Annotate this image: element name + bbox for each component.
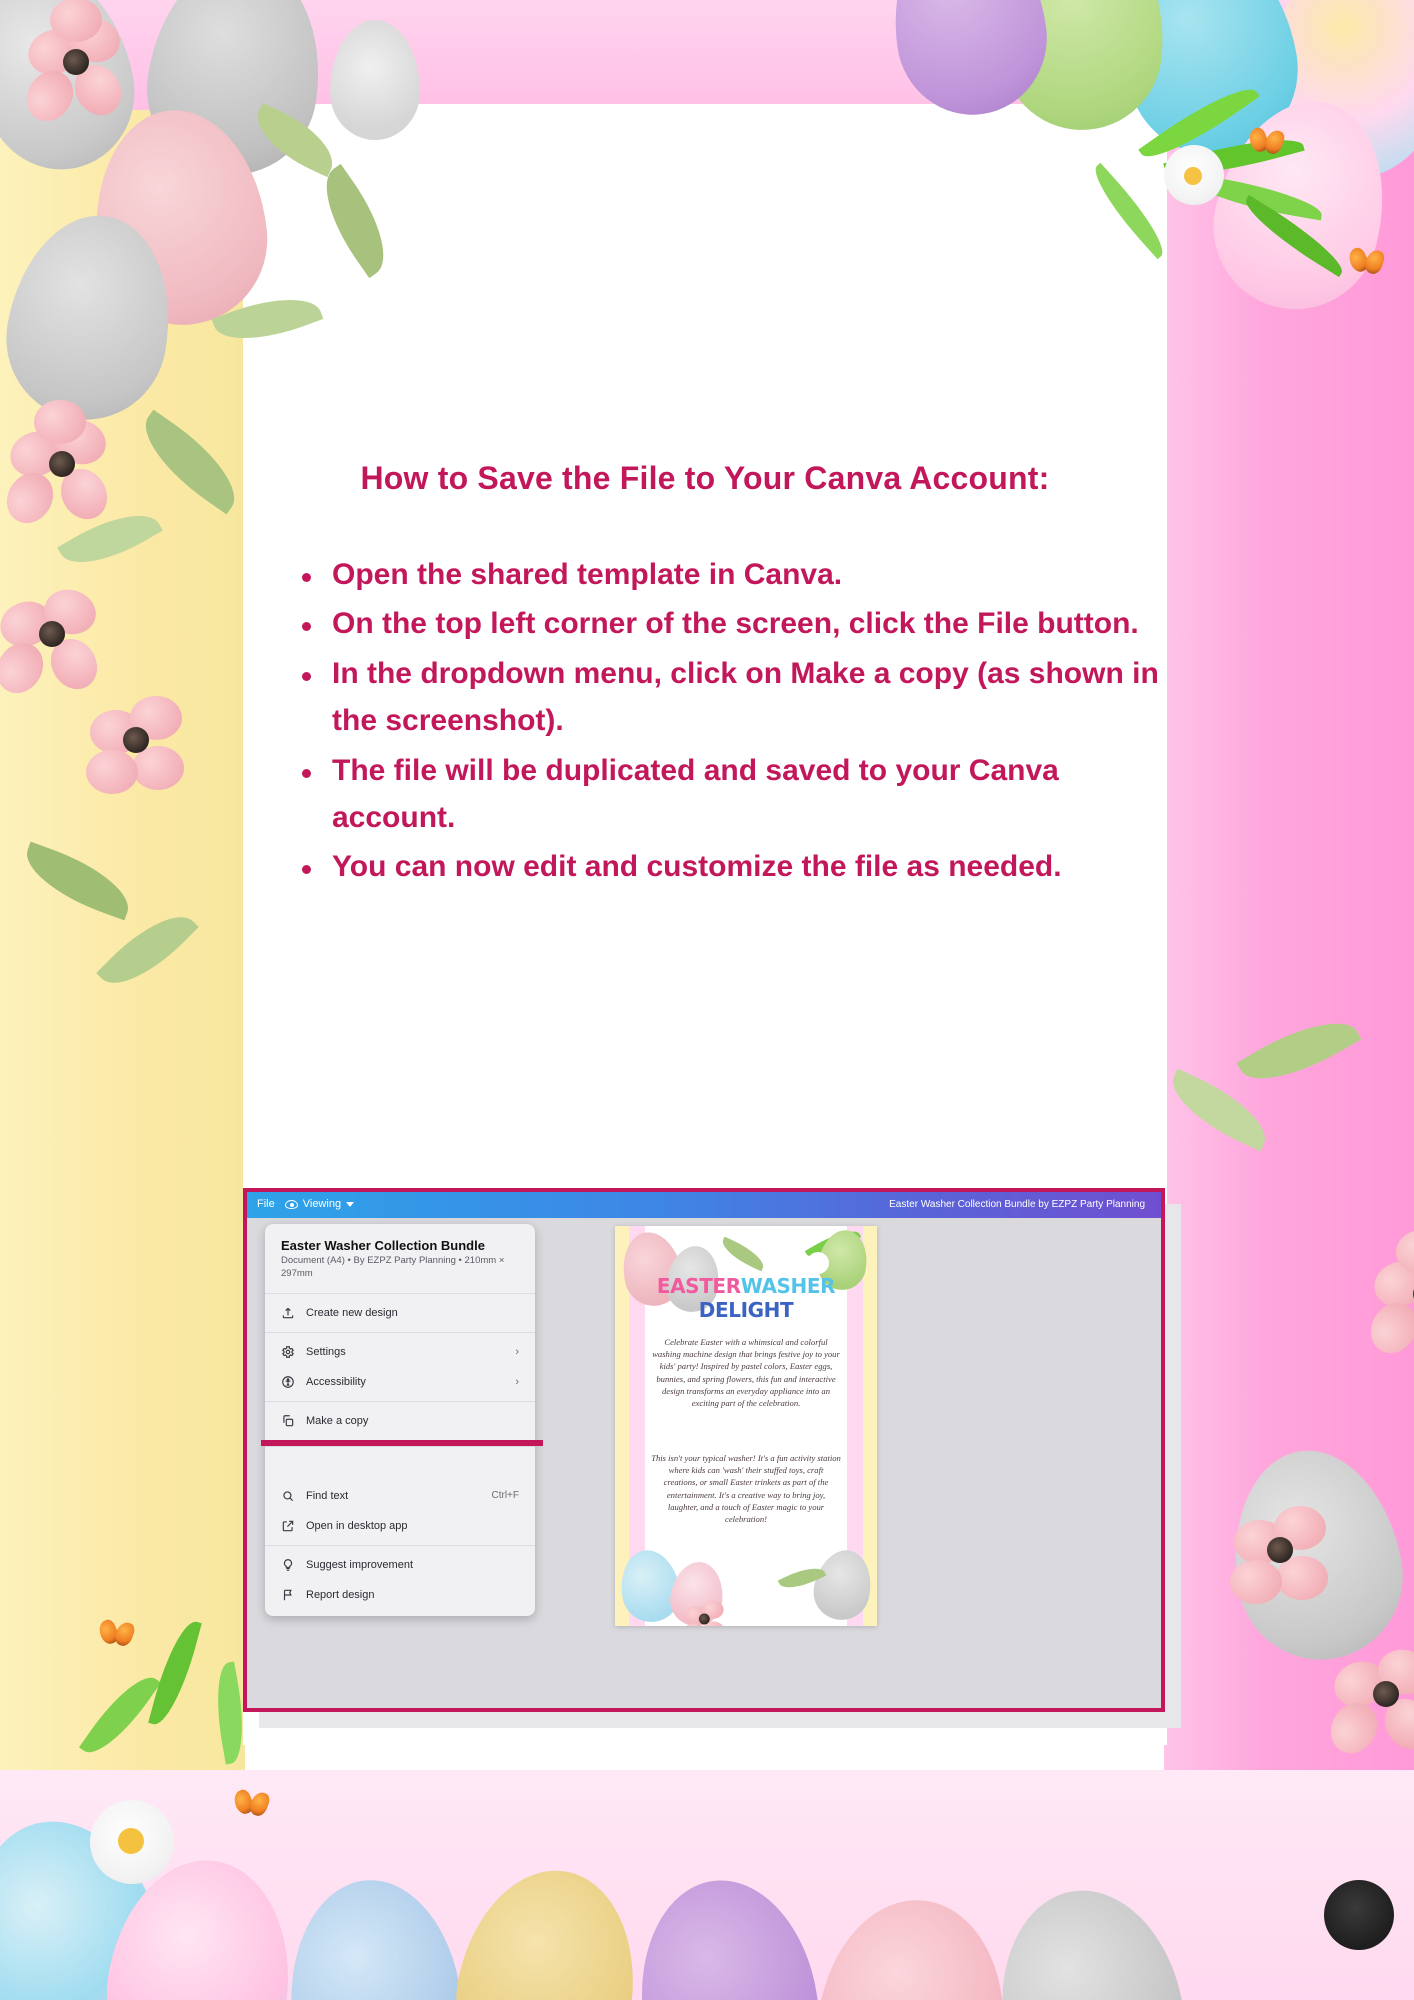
menu-item-settings[interactable]	[265, 1337, 535, 1367]
menu-item-find-text[interactable]	[265, 1481, 535, 1511]
list-item: The file will be duplicated and saved to your Canva account.	[296, 747, 1160, 842]
menu-item-label: Accessibility	[306, 1375, 366, 1388]
menu-divider	[265, 1332, 535, 1333]
chevron-down-icon	[346, 1202, 354, 1207]
accessibility-icon	[281, 1375, 295, 1389]
menu-divider	[265, 1293, 535, 1294]
screenshot-figure	[243, 1188, 1181, 1728]
menu-item-shortcut: Ctrl+F	[491, 1490, 519, 1502]
menu-item-make-a-copy[interactable]	[265, 1406, 535, 1436]
open-external-icon	[281, 1519, 295, 1533]
menu-item-label: Make a copy	[306, 1414, 369, 1427]
preview-title	[615, 1274, 877, 1322]
menu-design-subtitle: Document (A4) • By EZPZ Party Planning • 210mm × 297mm	[281, 1255, 505, 1279]
annotation-underline	[261, 1440, 543, 1446]
menu-item-open-in-desktop-app[interactable]	[265, 1511, 535, 1541]
bulb-icon	[281, 1558, 295, 1572]
file-dropdown-menu	[265, 1224, 535, 1616]
menu-item-label: Open in desktop app	[306, 1519, 408, 1532]
search-icon	[281, 1489, 295, 1503]
eye-icon	[285, 1200, 298, 1209]
menu-item-create-new-design[interactable]	[265, 1298, 535, 1328]
preview-title-line-2: DELIGHT	[698, 1298, 794, 1322]
menu-divider	[265, 1545, 535, 1546]
chevron-right-icon: ›	[515, 1345, 519, 1358]
copy-icon	[281, 1414, 295, 1428]
canva-screenshot	[243, 1188, 1165, 1712]
steps-list	[250, 551, 1160, 891]
menu-item-label: Create new design	[306, 1306, 398, 1319]
design-preview[interactable]	[615, 1226, 877, 1626]
page-title: How to Save the File to Your Canva Account:	[360, 460, 1050, 496]
flag-icon	[281, 1588, 295, 1602]
gear-icon	[281, 1345, 295, 1359]
preview-title-part-2: WASHER	[740, 1274, 836, 1298]
instructions-block	[250, 460, 1160, 893]
menu-item-label: Settings	[306, 1345, 346, 1358]
list-item: Open the shared template in Canva.	[296, 551, 1160, 598]
menu-item-accessibility[interactable]	[265, 1367, 535, 1397]
menu-item-label: Suggest improvement	[306, 1558, 413, 1571]
preview-paragraph-1: Celebrate Easter with a whimsical and colorful washing machine design that brings festive joy to your kids' party! Inspired by pastel colors, Easter eggs, bunnies, and spring flowers, this fun and interactive design transforms an everyday appliance into an exciting part of the celebration.	[652, 1337, 840, 1409]
chevron-right-icon: ›	[515, 1375, 519, 1388]
file-menu-button[interactable]: File	[257, 1198, 275, 1210]
list-item: You can now edit and customize the file as needed.	[296, 843, 1160, 890]
list-item: In the dropdown menu, click on Make a copy (as shown in the screenshot).	[296, 650, 1160, 745]
viewing-mode-button[interactable]	[285, 1198, 354, 1210]
menu-divider	[265, 1401, 535, 1402]
preview-title-part-1: EASTER	[656, 1274, 741, 1298]
canva-workspace	[247, 1218, 1161, 1708]
export-icon	[281, 1306, 295, 1320]
design-title: Easter Washer Collection Bundle by EZPZ Party Planning	[889, 1199, 1145, 1210]
menu-design-title: Easter Washer Collection Bundle	[281, 1238, 485, 1253]
canva-topbar	[247, 1192, 1161, 1218]
menu-item-label: Report design	[306, 1588, 375, 1601]
menu-item-suggest-improvement[interactable]	[265, 1550, 535, 1580]
list-item: On the top left corner of the screen, click the File button.	[296, 600, 1160, 647]
viewing-label: Viewing	[302, 1198, 342, 1210]
menu-item-label: Find text	[306, 1489, 349, 1502]
preview-flower	[807, 1252, 829, 1274]
menu-item-report-design[interactable]	[265, 1580, 535, 1610]
preview-paragraph-2: This isn't your typical washer! It's a fun activity station where kids can 'wash' their stuffed toys, craft creations, or small Easter trinkets as part of the entertainment. It's a creative way to bring joy, laughter, and a touch of Easter magic to your celebration!	[651, 1453, 841, 1525]
